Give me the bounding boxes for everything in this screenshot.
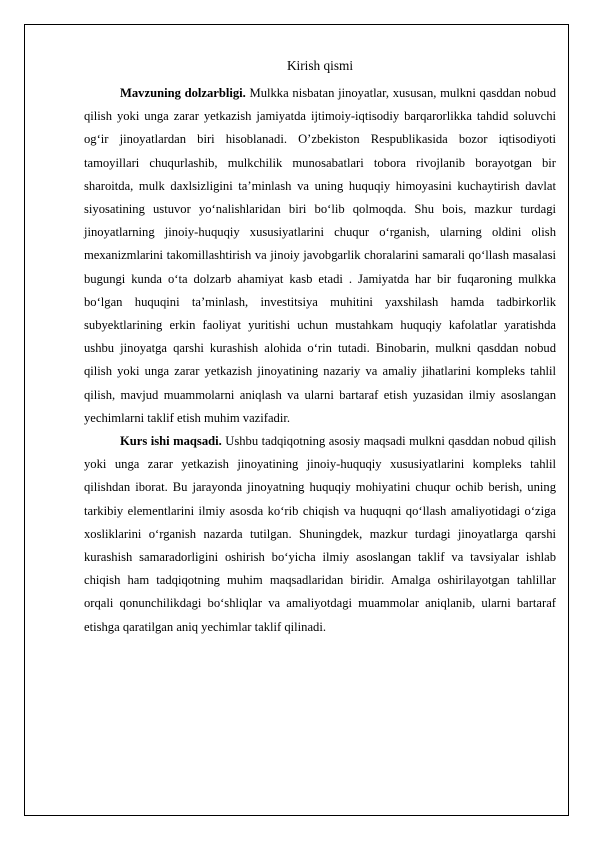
goal-text: Ushbu tadqiqotning asosiy maqsadi mulkni qasddan nobud qilish yoki unga zarar yetkazish jinoyatining jinoiy-huquqiy xususiyatlarini kompleks tahlil qilishdan iborat. Bu jarayonda jinoyatning huquqiy mohiyatini chuqur ochib berish, uning tarkibiy elementlarini ilmiy asosda ko‘rib chiqish va huquqni qo‘llash amaliyotidagi o‘ziga xosliklarini o‘rganish nazarda tutilgan. Shuningdek, mazkur turdagi jinoyatlarga qarshi kurashish samaradorligini oshirish bo‘yicha ilmiy asoslangan taklif va tavsiyalar ishlab chiqish ham tadqiqotning muhim maqsadlaridan biridir. Amalga oshirilayotgan tahlillar orqali qonunchilikdagi bo‘shliqlar va amaliyotdagi muammolar aniqlanib, ularni bartaraf etishga qaratilgan aniq yechimlar taklif qilinadi. (84, 434, 556, 634)
goal-paragraph (84, 430, 556, 639)
goal-heading: Kurs ishi maqsadi. (120, 434, 222, 449)
page-title: Kirish qismi (286, 58, 354, 73)
document-body (84, 52, 556, 639)
relevance-text: Mulkka nisbatan jinoyatlar, xususan, mulkni qasddan nobud qilish yoki unga zarar yetkazish jamiyatda ijtimoiy-iqtisodiy barqarorlikka tahdid soluvchi og‘ir jinoyatlardan biri hisoblanadi. O’zbekiston Respublikasida bozor iqtisodiyoti tamoyillari chuqurlashib, mulkchilik munosabatlari tobora rivojlanib borayotgan bir sharoitda, mulk daxlsizligini ta’minlash va uning huquqiy himoyasini kuchaytirish davlat siyosatining ustuvor yo‘nalishlaridan biri bo‘lib qolmoqda. Shu bois, mazkur turdagi jinoyatlarning jinoiy-huquqiy xususiyatlarini chuqur o‘rganish, ularning oldini olish mexanizmlarini takomillashtirish va jinoiy javobgarlik choralarini samarali qo‘llash masalasi bugungi kunda o‘ta dolzarb ahamiyat kasb etadi . Jamiyatda har bir fuqaroning mulkka bo‘lgan huquqini ta’minlash, investitsiya muhitini yaxshilash hamda tadbirkorlik subyektlarining erkin faoliyat yuritishi uchun mustahkam huquqiy kafolatlar yaratishda ushbu jinoyatga qarshi kurashish alohida o‘rin tutadi. Binobarin, mulkni qasddan nobud qilish yoki unga zarar yetkazish jinoyatining nazariy va amaliy jihatlarini kompleks tahlil qilish, mavjud muammolarni aniqlash va ularni bartaraf etish yuzasidan ilmiy asoslangan yechimlarni taklif etish muhim vazifadir. (84, 86, 556, 425)
relevance-heading: Mavzuning dolzarbligi. (120, 86, 246, 100)
relevance-paragraph (84, 82, 556, 430)
